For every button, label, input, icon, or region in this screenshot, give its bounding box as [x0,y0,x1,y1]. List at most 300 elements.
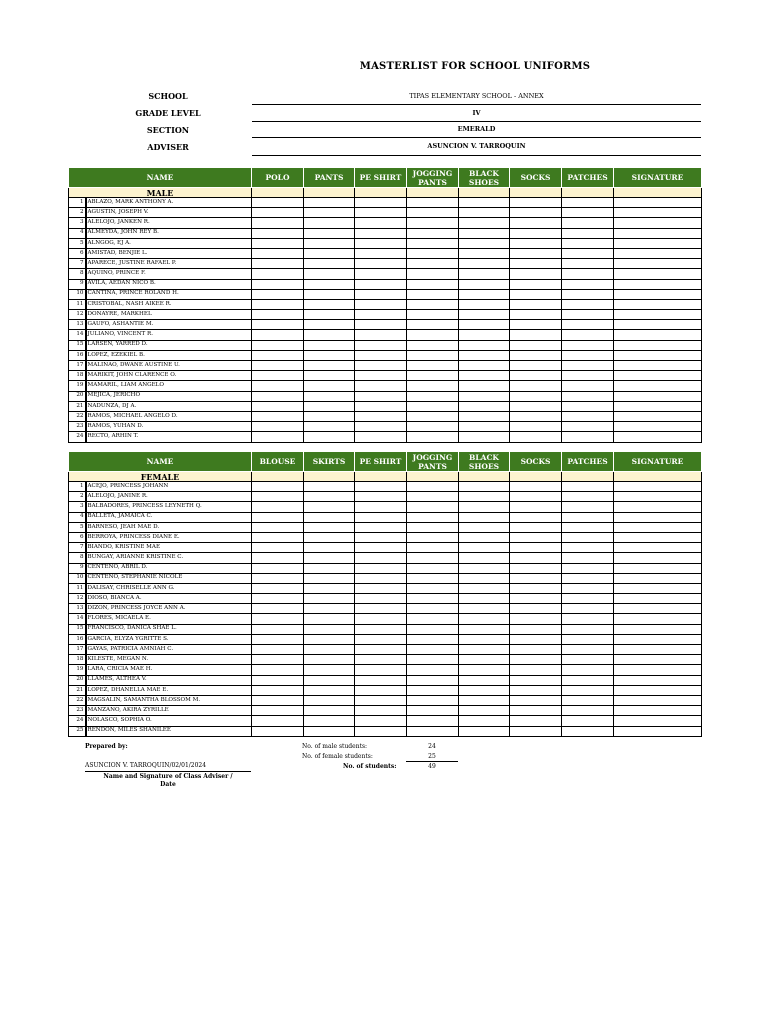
signature-cell[interactable] [614,706,702,716]
pe-shirt-cell[interactable] [355,655,407,665]
jogging-pants-cell[interactable] [407,655,459,665]
item-2-cell[interactable] [304,422,355,432]
item-1-cell[interactable] [252,685,304,695]
item-1-cell[interactable] [252,492,304,502]
item-2-cell[interactable] [304,573,355,583]
jogging-pants-cell[interactable] [407,685,459,695]
signature-cell[interactable] [614,695,702,705]
jogging-pants-cell[interactable] [407,269,459,279]
item-1-cell[interactable] [252,289,304,299]
pe-shirt-cell[interactable] [355,320,407,330]
black-shoes-cell[interactable] [459,482,510,492]
signature-cell[interactable] [614,655,702,665]
patches-cell[interactable] [562,685,614,695]
pe-shirt-cell[interactable] [355,299,407,309]
item-2-cell[interactable] [304,401,355,411]
patches-cell[interactable] [562,573,614,583]
socks-cell[interactable] [510,624,562,634]
socks-cell[interactable] [510,573,562,583]
patches-cell[interactable] [562,422,614,432]
socks-cell[interactable] [510,604,562,614]
jogging-pants-cell[interactable] [407,299,459,309]
black-shoes-cell[interactable] [459,502,510,512]
socks-cell[interactable] [510,583,562,593]
item-2-cell[interactable] [304,532,355,542]
black-shoes-cell[interactable] [459,716,510,726]
jogging-pants-cell[interactable] [407,583,459,593]
signature-cell[interactable] [614,522,702,532]
item-2-cell[interactable] [304,624,355,634]
black-shoes-cell[interactable] [459,634,510,644]
black-shoes-cell[interactable] [459,706,510,716]
jogging-pants-cell[interactable] [407,726,459,736]
black-shoes-cell[interactable] [459,310,510,320]
pe-shirt-cell[interactable] [355,228,407,238]
jogging-pants-cell[interactable] [407,645,459,655]
patches-cell[interactable] [562,208,614,218]
item-2-cell[interactable] [304,492,355,502]
item-2-cell[interactable] [304,381,355,391]
item-2-cell[interactable] [304,299,355,309]
jogging-pants-cell[interactable] [407,675,459,685]
socks-cell[interactable] [510,675,562,685]
item-2-cell[interactable] [304,228,355,238]
patches-cell[interactable] [562,512,614,522]
signature-cell[interactable] [614,726,702,736]
patches-cell[interactable] [562,340,614,350]
jogging-pants-cell[interactable] [407,340,459,350]
patches-cell[interactable] [562,532,614,542]
item-1-cell[interactable] [252,634,304,644]
patches-cell[interactable] [562,198,614,208]
black-shoes-cell[interactable] [459,726,510,736]
socks-cell[interactable] [510,198,562,208]
jogging-pants-cell[interactable] [407,624,459,634]
pe-shirt-cell[interactable] [355,522,407,532]
item-1-cell[interactable] [252,512,304,522]
pe-shirt-cell[interactable] [355,411,407,421]
item-1-cell[interactable] [252,350,304,360]
socks-cell[interactable] [510,259,562,269]
signature-cell[interactable] [614,563,702,573]
item-2-cell[interactable] [304,583,355,593]
signature-cell[interactable] [614,218,702,228]
item-1-cell[interactable] [252,279,304,289]
item-2-cell[interactable] [304,604,355,614]
pe-shirt-cell[interactable] [355,573,407,583]
pe-shirt-cell[interactable] [355,634,407,644]
item-2-cell[interactable] [304,361,355,371]
patches-cell[interactable] [562,583,614,593]
signature-cell[interactable] [614,512,702,522]
signature-cell[interactable] [614,614,702,624]
pe-shirt-cell[interactable] [355,614,407,624]
item-2-cell[interactable] [304,716,355,726]
socks-cell[interactable] [510,401,562,411]
black-shoes-cell[interactable] [459,695,510,705]
item-1-cell[interactable] [252,716,304,726]
jogging-pants-cell[interactable] [407,432,459,442]
item-1-cell[interactable] [252,522,304,532]
black-shoes-cell[interactable] [459,218,510,228]
item-2-cell[interactable] [304,543,355,553]
patches-cell[interactable] [562,553,614,563]
black-shoes-cell[interactable] [459,198,510,208]
patches-cell[interactable] [562,695,614,705]
item-1-cell[interactable] [252,695,304,705]
jogging-pants-cell[interactable] [407,330,459,340]
socks-cell[interactable] [510,655,562,665]
pe-shirt-cell[interactable] [355,502,407,512]
black-shoes-cell[interactable] [459,238,510,248]
black-shoes-cell[interactable] [459,543,510,553]
item-1-cell[interactable] [252,371,304,381]
patches-cell[interactable] [562,665,614,675]
signature-cell[interactable] [614,604,702,614]
signature-cell[interactable] [614,350,702,360]
pe-shirt-cell[interactable] [355,259,407,269]
patches-cell[interactable] [562,645,614,655]
socks-cell[interactable] [510,310,562,320]
black-shoes-cell[interactable] [459,685,510,695]
item-2-cell[interactable] [304,665,355,675]
patches-cell[interactable] [562,350,614,360]
item-1-cell[interactable] [252,706,304,716]
patches-cell[interactable] [562,432,614,442]
socks-cell[interactable] [510,299,562,309]
socks-cell[interactable] [510,532,562,542]
black-shoes-cell[interactable] [459,248,510,258]
black-shoes-cell[interactable] [459,645,510,655]
black-shoes-cell[interactable] [459,512,510,522]
item-2-cell[interactable] [304,279,355,289]
jogging-pants-cell[interactable] [407,634,459,644]
item-2-cell[interactable] [304,645,355,655]
patches-cell[interactable] [562,371,614,381]
patches-cell[interactable] [562,726,614,736]
item-1-cell[interactable] [252,299,304,309]
item-2-cell[interactable] [304,726,355,736]
socks-cell[interactable] [510,685,562,695]
patches-cell[interactable] [562,289,614,299]
pe-shirt-cell[interactable] [355,726,407,736]
signature-cell[interactable] [614,645,702,655]
item-2-cell[interactable] [304,289,355,299]
patches-cell[interactable] [562,492,614,502]
item-2-cell[interactable] [304,502,355,512]
item-1-cell[interactable] [252,411,304,421]
black-shoes-cell[interactable] [459,665,510,675]
item-2-cell[interactable] [304,685,355,695]
item-2-cell[interactable] [304,432,355,442]
signature-cell[interactable] [614,228,702,238]
item-2-cell[interactable] [304,208,355,218]
item-2-cell[interactable] [304,340,355,350]
jogging-pants-cell[interactable] [407,553,459,563]
item-2-cell[interactable] [304,706,355,716]
socks-cell[interactable] [510,665,562,675]
socks-cell[interactable] [510,563,562,573]
jogging-pants-cell[interactable] [407,594,459,604]
socks-cell[interactable] [510,512,562,522]
patches-cell[interactable] [562,594,614,604]
patches-cell[interactable] [562,248,614,258]
item-1-cell[interactable] [252,594,304,604]
item-1-cell[interactable] [252,543,304,553]
signature-cell[interactable] [614,624,702,634]
socks-cell[interactable] [510,695,562,705]
item-1-cell[interactable] [252,310,304,320]
signature-cell[interactable] [614,594,702,604]
socks-cell[interactable] [510,238,562,248]
patches-cell[interactable] [562,361,614,371]
black-shoes-cell[interactable] [459,350,510,360]
pe-shirt-cell[interactable] [355,492,407,502]
pe-shirt-cell[interactable] [355,248,407,258]
black-shoes-cell[interactable] [459,228,510,238]
pe-shirt-cell[interactable] [355,604,407,614]
item-1-cell[interactable] [252,583,304,593]
pe-shirt-cell[interactable] [355,482,407,492]
signature-cell[interactable] [614,299,702,309]
signature-cell[interactable] [614,543,702,553]
jogging-pants-cell[interactable] [407,563,459,573]
black-shoes-cell[interactable] [459,522,510,532]
item-1-cell[interactable] [252,269,304,279]
item-1-cell[interactable] [252,330,304,340]
signature-cell[interactable] [614,583,702,593]
black-shoes-cell[interactable] [459,624,510,634]
socks-cell[interactable] [510,411,562,421]
socks-cell[interactable] [510,706,562,716]
jogging-pants-cell[interactable] [407,422,459,432]
signature-cell[interactable] [614,289,702,299]
socks-cell[interactable] [510,594,562,604]
black-shoes-cell[interactable] [459,422,510,432]
black-shoes-cell[interactable] [459,330,510,340]
item-1-cell[interactable] [252,401,304,411]
item-1-cell[interactable] [252,482,304,492]
jogging-pants-cell[interactable] [407,543,459,553]
black-shoes-cell[interactable] [459,401,510,411]
socks-cell[interactable] [510,522,562,532]
item-2-cell[interactable] [304,198,355,208]
socks-cell[interactable] [510,482,562,492]
socks-cell[interactable] [510,279,562,289]
black-shoes-cell[interactable] [459,381,510,391]
black-shoes-cell[interactable] [459,604,510,614]
signature-cell[interactable] [614,340,702,350]
item-2-cell[interactable] [304,320,355,330]
black-shoes-cell[interactable] [459,583,510,593]
signature-cell[interactable] [614,391,702,401]
patches-cell[interactable] [562,279,614,289]
item-2-cell[interactable] [304,614,355,624]
socks-cell[interactable] [510,228,562,238]
signature-cell[interactable] [614,279,702,289]
patches-cell[interactable] [562,310,614,320]
socks-cell[interactable] [510,218,562,228]
item-1-cell[interactable] [252,675,304,685]
pe-shirt-cell[interactable] [355,279,407,289]
signature-cell[interactable] [614,248,702,258]
signature-cell[interactable] [614,310,702,320]
signature-cell[interactable] [614,502,702,512]
jogging-pants-cell[interactable] [407,695,459,705]
socks-cell[interactable] [510,340,562,350]
pe-shirt-cell[interactable] [355,238,407,248]
black-shoes-cell[interactable] [459,492,510,502]
pe-shirt-cell[interactable] [355,208,407,218]
socks-cell[interactable] [510,614,562,624]
jogging-pants-cell[interactable] [407,411,459,421]
black-shoes-cell[interactable] [459,532,510,542]
jogging-pants-cell[interactable] [407,665,459,675]
black-shoes-cell[interactable] [459,289,510,299]
patches-cell[interactable] [562,320,614,330]
signature-cell[interactable] [614,665,702,675]
jogging-pants-cell[interactable] [407,522,459,532]
patches-cell[interactable] [562,502,614,512]
item-2-cell[interactable] [304,563,355,573]
socks-cell[interactable] [510,645,562,655]
jogging-pants-cell[interactable] [407,228,459,238]
signature-cell[interactable] [614,716,702,726]
socks-cell[interactable] [510,391,562,401]
jogging-pants-cell[interactable] [407,371,459,381]
item-2-cell[interactable] [304,655,355,665]
jogging-pants-cell[interactable] [407,238,459,248]
pe-shirt-cell[interactable] [355,563,407,573]
item-1-cell[interactable] [252,422,304,432]
patches-cell[interactable] [562,391,614,401]
black-shoes-cell[interactable] [459,675,510,685]
item-2-cell[interactable] [304,391,355,401]
jogging-pants-cell[interactable] [407,259,459,269]
item-1-cell[interactable] [252,563,304,573]
pe-shirt-cell[interactable] [355,422,407,432]
signature-cell[interactable] [614,238,702,248]
pe-shirt-cell[interactable] [355,330,407,340]
item-2-cell[interactable] [304,512,355,522]
signature-cell[interactable] [614,269,702,279]
jogging-pants-cell[interactable] [407,248,459,258]
black-shoes-cell[interactable] [459,269,510,279]
item-1-cell[interactable] [252,553,304,563]
patches-cell[interactable] [562,218,614,228]
item-1-cell[interactable] [252,208,304,218]
pe-shirt-cell[interactable] [355,289,407,299]
pe-shirt-cell[interactable] [355,685,407,695]
item-1-cell[interactable] [252,228,304,238]
item-1-cell[interactable] [252,604,304,614]
socks-cell[interactable] [510,502,562,512]
jogging-pants-cell[interactable] [407,208,459,218]
black-shoes-cell[interactable] [459,594,510,604]
item-2-cell[interactable] [304,218,355,228]
item-1-cell[interactable] [252,218,304,228]
item-1-cell[interactable] [252,381,304,391]
socks-cell[interactable] [510,361,562,371]
socks-cell[interactable] [510,289,562,299]
black-shoes-cell[interactable] [459,573,510,583]
item-1-cell[interactable] [252,726,304,736]
jogging-pants-cell[interactable] [407,279,459,289]
socks-cell[interactable] [510,381,562,391]
pe-shirt-cell[interactable] [355,665,407,675]
item-1-cell[interactable] [252,645,304,655]
signature-cell[interactable] [614,320,702,330]
jogging-pants-cell[interactable] [407,310,459,320]
signature-cell[interactable] [614,482,702,492]
item-1-cell[interactable] [252,655,304,665]
pe-shirt-cell[interactable] [355,645,407,655]
item-1-cell[interactable] [252,320,304,330]
patches-cell[interactable] [562,299,614,309]
pe-shirt-cell[interactable] [355,310,407,320]
item-2-cell[interactable] [304,522,355,532]
black-shoes-cell[interactable] [459,299,510,309]
signature-cell[interactable] [614,492,702,502]
signature-cell[interactable] [614,553,702,563]
signature-cell[interactable] [614,401,702,411]
signature-cell[interactable] [614,330,702,340]
pe-shirt-cell[interactable] [355,381,407,391]
patches-cell[interactable] [562,411,614,421]
item-1-cell[interactable] [252,665,304,675]
pe-shirt-cell[interactable] [355,512,407,522]
pe-shirt-cell[interactable] [355,198,407,208]
item-1-cell[interactable] [252,532,304,542]
signature-cell[interactable] [614,198,702,208]
signature-cell[interactable] [614,259,702,269]
socks-cell[interactable] [510,330,562,340]
item-2-cell[interactable] [304,310,355,320]
black-shoes-cell[interactable] [459,563,510,573]
signature-cell[interactable] [614,411,702,421]
jogging-pants-cell[interactable] [407,532,459,542]
signature-cell[interactable] [614,371,702,381]
pe-shirt-cell[interactable] [355,532,407,542]
pe-shirt-cell[interactable] [355,401,407,411]
pe-shirt-cell[interactable] [355,553,407,563]
item-1-cell[interactable] [252,248,304,258]
black-shoes-cell[interactable] [459,320,510,330]
jogging-pants-cell[interactable] [407,350,459,360]
jogging-pants-cell[interactable] [407,512,459,522]
socks-cell[interactable] [510,716,562,726]
socks-cell[interactable] [510,634,562,644]
pe-shirt-cell[interactable] [355,432,407,442]
pe-shirt-cell[interactable] [355,695,407,705]
signature-cell[interactable] [614,634,702,644]
item-2-cell[interactable] [304,594,355,604]
socks-cell[interactable] [510,422,562,432]
item-2-cell[interactable] [304,634,355,644]
item-2-cell[interactable] [304,371,355,381]
jogging-pants-cell[interactable] [407,401,459,411]
jogging-pants-cell[interactable] [407,604,459,614]
socks-cell[interactable] [510,371,562,381]
item-1-cell[interactable] [252,361,304,371]
signature-cell[interactable] [614,532,702,542]
item-2-cell[interactable] [304,675,355,685]
patches-cell[interactable] [562,675,614,685]
pe-shirt-cell[interactable] [355,624,407,634]
black-shoes-cell[interactable] [459,391,510,401]
patches-cell[interactable] [562,259,614,269]
pe-shirt-cell[interactable] [355,391,407,401]
